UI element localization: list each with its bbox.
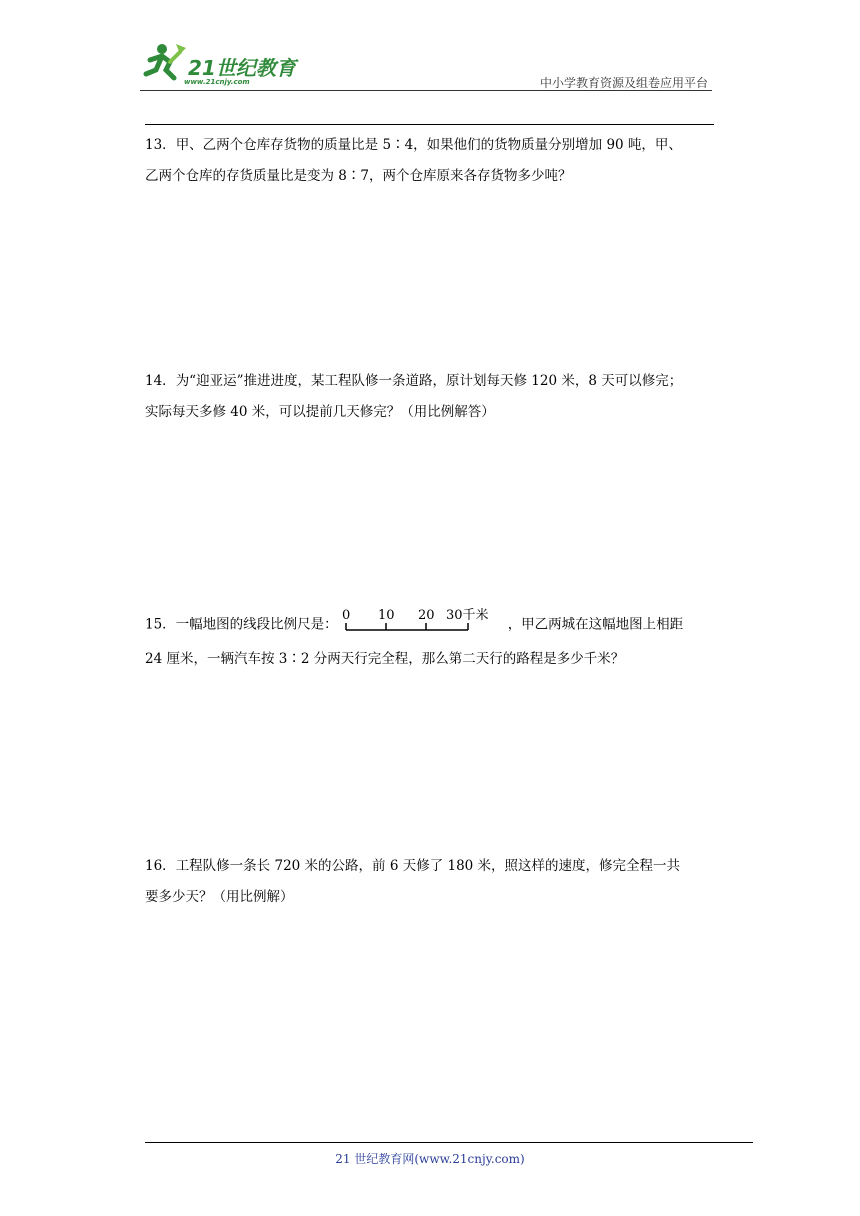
header-divider	[140, 90, 712, 91]
logo-text: 21世纪教育	[188, 56, 296, 80]
question-line	[145, 606, 717, 644]
question-line	[145, 851, 717, 882]
logo	[140, 40, 310, 92]
content-top-divider	[145, 124, 714, 125]
question-line	[145, 366, 717, 397]
question-16	[145, 851, 717, 913]
question-number: 16．	[145, 858, 176, 874]
page-header	[140, 40, 712, 92]
scale-label: 0	[341, 608, 350, 623]
question-line: 要多少天？（用比例解）	[145, 889, 294, 905]
question-15	[145, 606, 717, 675]
question-line	[145, 130, 717, 161]
question-text: 工程队修一条长 720 米的公路，前 6 天修了 180 米，照这样的速度，修完全程一共	[175, 858, 681, 874]
footer-text: 21 世纪教育网(www.21cnjy.com)	[335, 1152, 525, 1166]
question-line: 实际每天多修 40 米，可以提前几天修完？（用比例解答）	[145, 404, 495, 420]
question-line: 乙两个仓库的存货质量比是变为 8∶7，两个仓库原来各存货物多少吨？	[145, 168, 572, 184]
scale-label: 30千米	[445, 608, 489, 623]
line-scale-bar	[342, 606, 504, 644]
footer-divider	[145, 1142, 753, 1143]
platform-title: 中小学教育资源及组卷应用平台	[539, 76, 708, 90]
question-line: 24 厘米，一辆汽车按 3∶2 分两天行完全程，那么第二天行的路程是多少千米？	[145, 651, 625, 667]
question-text: 一幅地图的线段比例尺是：	[175, 616, 338, 633]
scale-label: 20	[417, 608, 435, 623]
logo-url: www.21cnjy.com	[184, 78, 250, 86]
question-number: 13．	[145, 137, 176, 153]
question-13	[145, 130, 717, 192]
question-14	[145, 366, 717, 428]
question-number: 15．	[145, 616, 176, 633]
question-text: ，甲乙两城在这幅地图上相距	[507, 616, 684, 633]
question-text: 为“迎亚运”推进进度，某工程队修一条道路，原计划每天修 120 米，8 天可以修完；	[175, 373, 683, 389]
runner-logo-icon	[140, 40, 188, 84]
question-text: 甲、乙两个仓库存货物的质量比是 5∶4，如果他们的货物质量分别增加 90 吨，甲、	[175, 137, 682, 153]
question-number: 14．	[145, 373, 176, 389]
scale-label: 10	[377, 608, 395, 623]
